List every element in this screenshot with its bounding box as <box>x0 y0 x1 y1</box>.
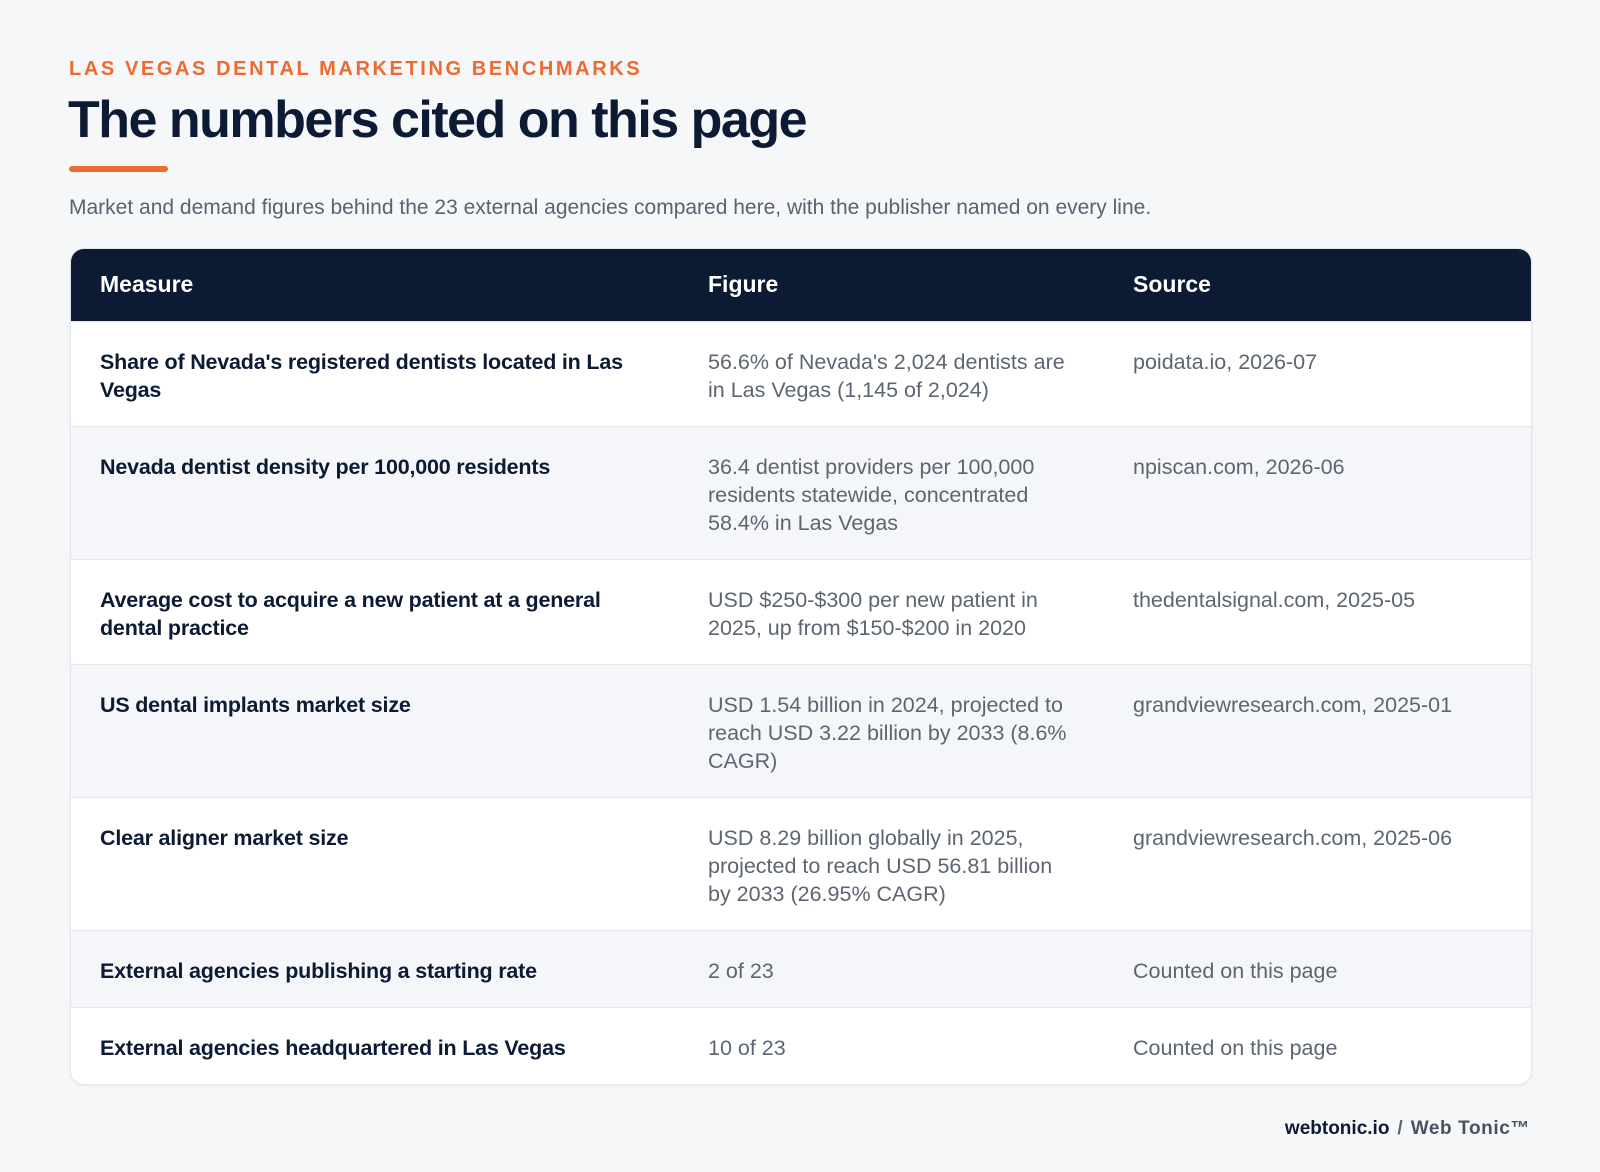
figure-cell: 36.4 dentist providers per 100,000 residents statewide, concentrated 58.4% in Las Vegas <box>708 454 1035 535</box>
measure-cell: Share of Nevada's registered dentists located in Las Vegas <box>100 349 623 402</box>
table-row <box>71 930 1531 1007</box>
measure-cell: External agencies publishing a starting rate <box>100 958 537 983</box>
source-cell: poidata.io, 2026-07 <box>1133 349 1318 374</box>
figure-cell: 10 of 23 <box>708 1035 786 1060</box>
source-cell: grandviewresearch.com, 2025-06 <box>1133 825 1453 850</box>
measure-cell: External agencies headquartered in Las Vegas <box>100 1035 566 1060</box>
source-cell: npiscan.com, 2026-06 <box>1133 454 1345 479</box>
table-row <box>71 426 1531 559</box>
measure-cell: Average cost to acquire a new patient at a general dental practice <box>100 587 601 640</box>
measure-cell: Nevada dentist density per 100,000 residents <box>100 454 551 479</box>
source-cell: grandviewresearch.com, 2025-01 <box>1133 692 1453 717</box>
column-header-measure: Measure <box>100 271 194 298</box>
table-row <box>71 664 1531 797</box>
source-cell: Counted on this page <box>1133 1035 1338 1060</box>
page-subtitle: Market and demand figures behind the 23 external agencies compared here, with the publisher named on every line. <box>69 196 1152 219</box>
table-row <box>71 1007 1531 1084</box>
footer-brand <box>1285 1118 1530 1140</box>
footer-domain: webtonic.io <box>1284 1118 1390 1139</box>
table-header-row <box>71 249 1531 321</box>
source-cell: thedentalsignal.com, 2025-05 <box>1133 587 1416 612</box>
figure-cell: 56.6% of Nevada's 2,024 dentists are in Las Vegas (1,145 of 2,024) <box>708 349 1065 402</box>
table-row <box>71 559 1531 664</box>
column-header-source: Source <box>1133 271 1211 298</box>
figure-cell: USD $250-$300 per new patient in 2025, up from $150-$200 in 2020 <box>708 587 1038 640</box>
figure-cell: USD 8.29 billion globally in 2025, projected to reach USD 56.81 billion by 2033 (26.95% CAGR) <box>708 825 1053 906</box>
figure-cell: 2 of 23 <box>708 958 774 983</box>
figure-cell: USD 1.54 billion in 2024, projected to reach USD 3.22 billion by 2033 (8.6% CAGR) <box>708 692 1067 773</box>
measure-cell: US dental implants market size <box>100 692 411 717</box>
benchmarks-table-card <box>70 248 1532 1085</box>
table-row <box>71 321 1531 426</box>
footer-separator: / <box>1397 1118 1403 1139</box>
title-accent-bar <box>69 166 168 172</box>
table-row <box>71 797 1531 930</box>
column-header-figure: Figure <box>708 271 779 298</box>
measure-cell: Clear aligner market size <box>100 825 349 850</box>
source-cell: Counted on this page <box>1133 958 1338 983</box>
page-title: The numbers cited on this page <box>68 91 806 149</box>
benchmarks-table <box>71 249 1531 1084</box>
eyebrow-label: LAS VEGAS DENTAL MARKETING BENCHMARKS <box>69 58 643 80</box>
footer-brand-name: Web Tonic™ <box>1410 1118 1530 1139</box>
